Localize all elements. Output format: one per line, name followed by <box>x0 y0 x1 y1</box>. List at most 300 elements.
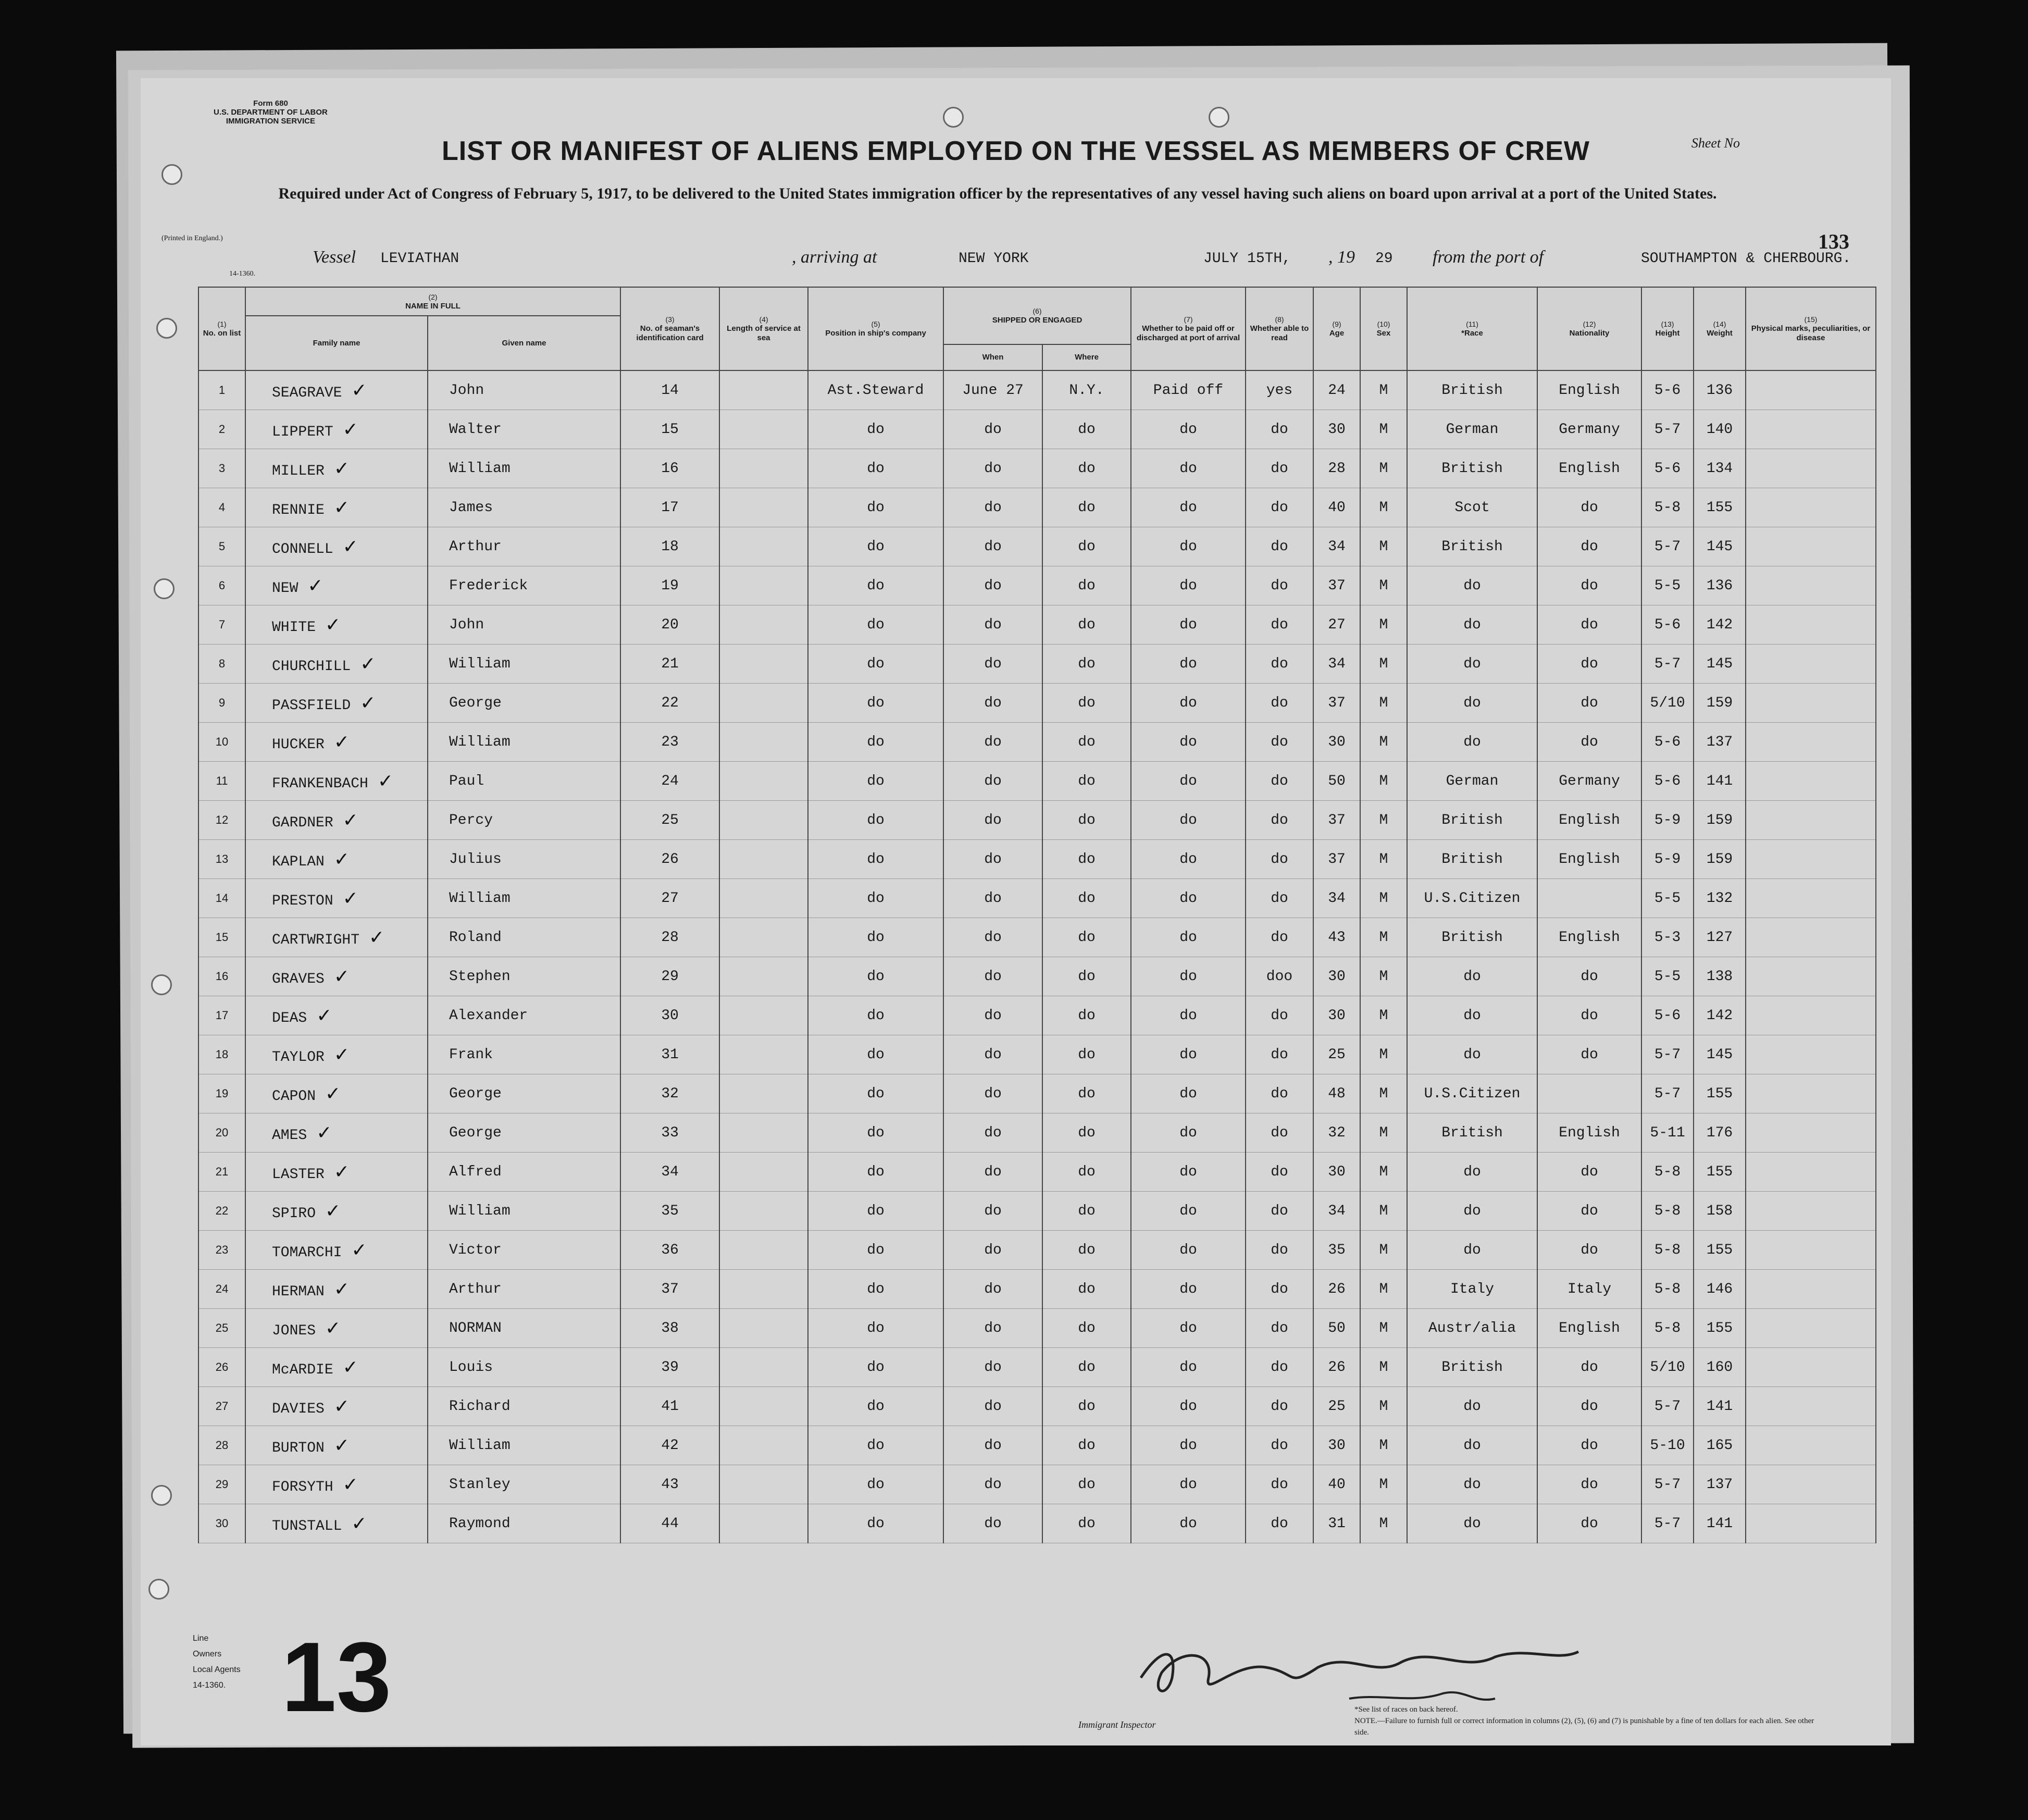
physical-marks-cell <box>1746 1465 1876 1504</box>
shipped-when-cell: do <box>943 1348 1042 1387</box>
race-cell: German <box>1407 410 1537 449</box>
race-cell: do <box>1407 1426 1537 1465</box>
paid-off-cell: do <box>1131 801 1246 840</box>
position-cell: do <box>808 840 943 879</box>
service-length-cell <box>719 488 808 527</box>
from-label: from the port of <box>1433 247 1544 267</box>
form-number: Form 680 <box>253 99 288 108</box>
given-name-cell: William <box>428 1192 620 1231</box>
position-cell: Ast.Steward <box>808 370 943 410</box>
check-mark-icon: ✓ <box>333 1395 350 1417</box>
age-cell: 43 <box>1313 918 1360 957</box>
sex-cell: M <box>1360 645 1407 684</box>
col-header-where: Where <box>1042 344 1131 370</box>
position-cell: do <box>808 1504 943 1543</box>
physical-marks-cell <box>1746 801 1876 840</box>
age-cell: 34 <box>1313 645 1360 684</box>
able-to-read-cell: do <box>1246 449 1313 488</box>
height-cell: 5-6 <box>1641 370 1694 410</box>
shipped-when-cell: do <box>943 801 1042 840</box>
paid-off-cell: do <box>1131 566 1246 605</box>
shipped-when-cell: do <box>943 762 1042 801</box>
given-name-cell: Stephen <box>428 957 620 996</box>
card-number-cell: 33 <box>620 1113 719 1153</box>
card-number-cell: 18 <box>620 527 719 566</box>
physical-marks-cell <box>1746 957 1876 996</box>
card-number-cell: 43 <box>620 1465 719 1504</box>
position-cell: do <box>808 645 943 684</box>
height-cell: 5-10 <box>1641 1426 1694 1465</box>
family-name-cell: CAPON ✓ <box>245 1074 428 1113</box>
col-header-when: When <box>943 344 1042 370</box>
sex-cell: M <box>1360 488 1407 527</box>
position-cell: do <box>808 1231 943 1270</box>
punch-hole-icon <box>154 578 175 599</box>
shipped-when-cell: do <box>943 410 1042 449</box>
given-name-cell: Richard <box>428 1387 620 1426</box>
physical-marks-cell <box>1746 605 1876 645</box>
service-length-cell <box>719 566 808 605</box>
age-cell: 26 <box>1313 1348 1360 1387</box>
service: IMMIGRATION SERVICE <box>226 117 315 126</box>
table-row <box>198 1035 1876 1074</box>
height-cell: 5/10 <box>1641 684 1694 723</box>
race-cell: do <box>1407 1387 1537 1426</box>
owners-label: Owners <box>193 1650 222 1658</box>
card-number-cell: 14 <box>620 370 719 410</box>
shipped-where-cell: do <box>1042 1035 1131 1074</box>
weight-cell: 146 <box>1694 1270 1746 1309</box>
row-number-cell: 23 <box>198 1231 245 1270</box>
age-cell: 37 <box>1313 566 1360 605</box>
card-number-cell: 17 <box>620 488 719 527</box>
family-name-cell: PASSFIELD ✓ <box>245 684 428 723</box>
height-cell: 5-7 <box>1641 1504 1694 1543</box>
card-number-cell: 24 <box>620 762 719 801</box>
sex-cell: M <box>1360 723 1407 762</box>
height-cell: 5-7 <box>1641 527 1694 566</box>
row-number-cell: 24 <box>198 1270 245 1309</box>
height-cell: 5-8 <box>1641 1270 1694 1309</box>
position-cell: do <box>808 1153 943 1192</box>
card-number-cell: 38 <box>620 1309 719 1348</box>
check-mark-icon: ✓ <box>342 536 358 558</box>
sheet-number-label: Sheet No <box>1691 135 1740 151</box>
service-length-cell <box>719 1465 808 1504</box>
card-number-cell: 36 <box>620 1231 719 1270</box>
service-length-cell <box>719 1153 808 1192</box>
col-header-name: (2) NAME IN FULL <box>245 287 620 316</box>
height-cell: 5-8 <box>1641 1231 1694 1270</box>
row-number-cell: 8 <box>198 645 245 684</box>
shipped-when-cell: do <box>943 1465 1042 1504</box>
given-name-cell: Victor <box>428 1231 620 1270</box>
card-number-cell: 29 <box>620 957 719 996</box>
physical-marks-cell <box>1746 1231 1876 1270</box>
nationality-cell: do <box>1537 1035 1641 1074</box>
given-name-cell: Percy <box>428 801 620 840</box>
paid-off-cell: do <box>1131 1387 1246 1426</box>
row-number-cell: 28 <box>198 1426 245 1465</box>
family-name-cell: CARTWRIGHT ✓ <box>245 918 428 957</box>
weight-cell: 141 <box>1694 1504 1746 1543</box>
row-number-cell: 30 <box>198 1504 245 1543</box>
weight-cell: 176 <box>1694 1113 1746 1153</box>
paid-off-cell: do <box>1131 762 1246 801</box>
physical-marks-cell <box>1746 1348 1876 1387</box>
paid-off-cell: do <box>1131 1153 1246 1192</box>
family-name-cell: PRESTON ✓ <box>245 879 428 918</box>
check-mark-icon: ✓ <box>351 379 367 401</box>
col-header-weight: (14) Weight <box>1694 287 1746 370</box>
card-number-cell: 42 <box>620 1426 719 1465</box>
table-row <box>198 1153 1876 1192</box>
able-to-read-cell: do <box>1246 527 1313 566</box>
nationality-cell: Germany <box>1537 410 1641 449</box>
race-cell: British <box>1407 840 1537 879</box>
races-note: *See list of races on back hereof. <box>1354 1705 1458 1714</box>
check-mark-icon: ✓ <box>351 1239 367 1261</box>
card-number-cell: 32 <box>620 1074 719 1113</box>
nationality-cell <box>1537 879 1641 918</box>
given-name-cell: NORMAN <box>428 1309 620 1348</box>
physical-marks-cell <box>1746 645 1876 684</box>
given-name-cell: Frank <box>428 1035 620 1074</box>
given-name-cell: James <box>428 488 620 527</box>
row-number-cell: 15 <box>198 918 245 957</box>
punch-hole-icon <box>1209 107 1229 128</box>
shipped-when-cell: do <box>943 488 1042 527</box>
row-number-cell: 6 <box>198 566 245 605</box>
check-mark-icon: ✓ <box>333 457 350 479</box>
nationality-cell: do <box>1537 1231 1641 1270</box>
physical-marks-cell <box>1746 566 1876 605</box>
card-number-cell: 16 <box>620 449 719 488</box>
age-cell: 30 <box>1313 1426 1360 1465</box>
weight-cell: 136 <box>1694 370 1746 410</box>
age-cell: 34 <box>1313 1192 1360 1231</box>
able-to-read-cell: do <box>1246 996 1313 1035</box>
vessel-label: Vessel <box>313 247 356 267</box>
height-cell: 5-3 <box>1641 918 1694 957</box>
arrival-year: 29 <box>1375 251 1393 267</box>
table-row <box>198 1192 1876 1231</box>
family-name-cell: TOMARCHI ✓ <box>245 1231 428 1270</box>
row-number-cell: 1 <box>198 370 245 410</box>
weight-cell: 145 <box>1694 1035 1746 1074</box>
weight-cell: 140 <box>1694 410 1746 449</box>
col-header-position: (5) Position in ship's company <box>808 287 943 370</box>
table-row <box>198 566 1876 605</box>
race-cell: do <box>1407 1465 1537 1504</box>
service-length-cell <box>719 840 808 879</box>
check-mark-icon: ✓ <box>333 848 350 870</box>
service-length-cell <box>719 1309 808 1348</box>
weight-cell: 132 <box>1694 879 1746 918</box>
card-number-cell: 35 <box>620 1192 719 1231</box>
service-length-cell <box>719 605 808 645</box>
able-to-read-cell: do <box>1246 1231 1313 1270</box>
col-header-card: (3) No. of seaman's identification card <box>620 287 719 370</box>
able-to-read-cell: do <box>1246 488 1313 527</box>
physical-marks-cell <box>1746 1387 1876 1426</box>
check-mark-icon: ✓ <box>360 692 376 714</box>
age-cell: 37 <box>1313 801 1360 840</box>
footer-labels <box>193 1631 241 1693</box>
service-length-cell <box>719 1426 808 1465</box>
card-number-cell: 30 <box>620 996 719 1035</box>
age-cell: 35 <box>1313 1231 1360 1270</box>
service-length-cell <box>719 996 808 1035</box>
family-name-cell: BURTON ✓ <box>245 1426 428 1465</box>
shipped-when-cell: June 27 <box>943 370 1042 410</box>
check-mark-icon: ✓ <box>333 497 350 518</box>
position-cell: do <box>808 605 943 645</box>
nationality-cell: do <box>1537 488 1641 527</box>
able-to-read-cell: do <box>1246 605 1313 645</box>
service-length-cell <box>719 684 808 723</box>
position-cell: do <box>808 1465 943 1504</box>
card-number-cell: 15 <box>620 410 719 449</box>
arrival-date: JULY 15TH, <box>1203 251 1291 267</box>
given-name-cell: Alexander <box>428 996 620 1035</box>
table-row <box>198 801 1876 840</box>
family-name-cell: HUCKER ✓ <box>245 723 428 762</box>
family-name-cell: KAPLAN ✓ <box>245 840 428 879</box>
height-cell: 5-5 <box>1641 957 1694 996</box>
race-cell: British <box>1407 527 1537 566</box>
table-row <box>198 488 1876 527</box>
sex-cell: M <box>1360 370 1407 410</box>
position-cell: do <box>808 1074 943 1113</box>
shipped-when-cell: do <box>943 1426 1042 1465</box>
paid-off-cell: do <box>1131 918 1246 957</box>
sex-cell: M <box>1360 840 1407 879</box>
row-number-cell: 2 <box>198 410 245 449</box>
row-number-cell: 16 <box>198 957 245 996</box>
age-cell: 24 <box>1313 370 1360 410</box>
family-name-cell: NEW ✓ <box>245 566 428 605</box>
inspector-label: Immigrant Inspector <box>1078 1719 1156 1730</box>
shipped-where-cell: do <box>1042 1074 1131 1113</box>
position-cell: do <box>808 1387 943 1426</box>
col-header-nationality: (12) Nationality <box>1537 287 1641 370</box>
position-cell: do <box>808 918 943 957</box>
position-cell: do <box>808 1348 943 1387</box>
shipped-when-cell: do <box>943 684 1042 723</box>
shipped-when-cell: do <box>943 1074 1042 1113</box>
family-name-cell: McARDIE ✓ <box>245 1348 428 1387</box>
nationality-cell: English <box>1537 370 1641 410</box>
height-cell: 5-7 <box>1641 1387 1694 1426</box>
shipped-where-cell: N.Y. <box>1042 370 1131 410</box>
able-to-read-cell: do <box>1246 1035 1313 1074</box>
service-length-cell <box>719 762 808 801</box>
race-cell: do <box>1407 957 1537 996</box>
family-name-cell: FORSYTH ✓ <box>245 1465 428 1504</box>
age-cell: 25 <box>1313 1035 1360 1074</box>
paid-off-cell: do <box>1131 410 1246 449</box>
weight-cell: 141 <box>1694 1387 1746 1426</box>
check-mark-icon: ✓ <box>342 1356 358 1378</box>
family-name-cell: DAVIES ✓ <box>245 1387 428 1426</box>
able-to-read-cell: yes <box>1246 370 1313 410</box>
shipped-where-cell: do <box>1042 1153 1131 1192</box>
position-cell: do <box>808 410 943 449</box>
physical-marks-cell <box>1746 527 1876 566</box>
able-to-read-cell: do <box>1246 723 1313 762</box>
table-row <box>198 1074 1876 1113</box>
row-number-cell: 20 <box>198 1113 245 1153</box>
family-name-cell: HERMAN ✓ <box>245 1270 428 1309</box>
nationality-cell: English <box>1537 801 1641 840</box>
shipped-when-cell: do <box>943 1309 1042 1348</box>
sex-cell: M <box>1360 1153 1407 1192</box>
given-name-cell: George <box>428 1074 620 1113</box>
weight-cell: 142 <box>1694 996 1746 1035</box>
check-mark-icon: ✓ <box>342 887 358 909</box>
age-cell: 28 <box>1313 449 1360 488</box>
physical-marks-cell <box>1746 449 1876 488</box>
card-number-cell: 27 <box>620 879 719 918</box>
family-name-cell: FRANKENBACH ✓ <box>245 762 428 801</box>
paid-off-cell: do <box>1131 1192 1246 1231</box>
card-number-cell: 31 <box>620 1035 719 1074</box>
able-to-read-cell: do <box>1246 1387 1313 1426</box>
given-name-cell: Raymond <box>428 1504 620 1543</box>
service-length-cell <box>719 645 808 684</box>
race-cell: British <box>1407 1348 1537 1387</box>
race-cell: U.S.Citizen <box>1407 1074 1537 1113</box>
col-header-height: (13) Height <box>1641 287 1694 370</box>
physical-marks-cell <box>1746 879 1876 918</box>
shipped-when-cell: do <box>943 1387 1042 1426</box>
position-cell: do <box>808 801 943 840</box>
nationality-cell: do <box>1537 996 1641 1035</box>
given-name-cell: William <box>428 1426 620 1465</box>
position-cell: do <box>808 1113 943 1153</box>
able-to-read-cell: do <box>1246 684 1313 723</box>
physical-marks-cell <box>1746 684 1876 723</box>
col-header-age: (9) Age <box>1313 287 1360 370</box>
shipped-when-cell: do <box>943 957 1042 996</box>
arrival-port: NEW YORK <box>959 251 1029 267</box>
nationality-cell: do <box>1537 684 1641 723</box>
physical-marks-cell <box>1746 1504 1876 1543</box>
paid-off-cell: do <box>1131 488 1246 527</box>
check-mark-icon: ✓ <box>333 1044 350 1066</box>
nationality-cell: do <box>1537 1465 1641 1504</box>
able-to-read-cell: do <box>1246 801 1313 840</box>
col-header-length: (4) Length of service at sea <box>719 287 808 370</box>
shipped-where-cell: do <box>1042 566 1131 605</box>
table-row <box>198 527 1876 566</box>
race-cell: Italy <box>1407 1270 1537 1309</box>
crew-manifest-table <box>198 287 1876 1543</box>
card-number-cell: 21 <box>620 645 719 684</box>
paid-off-cell: do <box>1131 1465 1246 1504</box>
nationality-cell <box>1537 1074 1641 1113</box>
height-cell: 5-7 <box>1641 1465 1694 1504</box>
physical-marks-cell <box>1746 762 1876 801</box>
shipped-where-cell: do <box>1042 1231 1131 1270</box>
able-to-read-cell: do <box>1246 1153 1313 1192</box>
given-name-cell: Arthur <box>428 527 620 566</box>
sex-cell: M <box>1360 1231 1407 1270</box>
given-name-cell: William <box>428 449 620 488</box>
given-name-cell: William <box>428 723 620 762</box>
position-cell: do <box>808 1192 943 1231</box>
weight-cell: 137 <box>1694 1465 1746 1504</box>
given-name-cell: William <box>428 879 620 918</box>
height-cell: 5-8 <box>1641 488 1694 527</box>
sex-cell: M <box>1360 762 1407 801</box>
physical-marks-cell <box>1746 996 1876 1035</box>
nationality-cell: English <box>1537 1113 1641 1153</box>
service-length-cell <box>719 1504 808 1543</box>
sex-cell: M <box>1360 1387 1407 1426</box>
table-row <box>198 410 1876 449</box>
age-cell: 34 <box>1313 879 1360 918</box>
table-row <box>198 449 1876 488</box>
family-name-cell: JONES ✓ <box>245 1309 428 1348</box>
service-length-cell <box>719 1348 808 1387</box>
sex-cell: M <box>1360 957 1407 996</box>
shipped-when-cell: do <box>943 449 1042 488</box>
sex-cell: M <box>1360 1348 1407 1387</box>
card-number-cell: 26 <box>620 840 719 879</box>
shipped-where-cell: do <box>1042 1113 1131 1153</box>
shipped-where-cell: do <box>1042 1426 1131 1465</box>
able-to-read-cell: do <box>1246 1113 1313 1153</box>
height-cell: 5-7 <box>1641 645 1694 684</box>
row-number-cell: 27 <box>198 1387 245 1426</box>
sex-cell: M <box>1360 1270 1407 1309</box>
able-to-read-cell: do <box>1246 410 1313 449</box>
row-number-cell: 9 <box>198 684 245 723</box>
race-cell: U.S.Citizen <box>1407 879 1537 918</box>
physical-marks-cell <box>1746 723 1876 762</box>
nationality-cell: English <box>1537 449 1641 488</box>
age-cell: 50 <box>1313 1309 1360 1348</box>
able-to-read-cell: do <box>1246 879 1313 918</box>
physical-marks-cell <box>1746 410 1876 449</box>
shipped-when-cell: do <box>943 1270 1042 1309</box>
sex-cell: M <box>1360 527 1407 566</box>
weight-cell: 145 <box>1694 645 1746 684</box>
paid-off-cell: do <box>1131 840 1246 879</box>
shipped-when-cell: do <box>943 1192 1042 1231</box>
table-row <box>198 1348 1876 1387</box>
race-cell: British <box>1407 801 1537 840</box>
check-mark-icon: ✓ <box>325 1083 341 1105</box>
row-number-cell: 14 <box>198 879 245 918</box>
shipped-where-cell: do <box>1042 801 1131 840</box>
age-cell: 26 <box>1313 1270 1360 1309</box>
check-mark-icon: ✓ <box>342 1474 358 1495</box>
family-name-cell: SPIRO ✓ <box>245 1192 428 1231</box>
sex-cell: M <box>1360 1192 1407 1231</box>
service-length-cell <box>719 957 808 996</box>
age-cell: 30 <box>1313 957 1360 996</box>
punch-hole-icon <box>148 1579 169 1600</box>
col-header-paid: (7) Whether to be paid off or discharged at port of arrival <box>1131 287 1246 370</box>
given-name-cell: Julius <box>428 840 620 879</box>
check-mark-icon: ✓ <box>307 575 324 597</box>
table-row <box>198 684 1876 723</box>
check-mark-icon: ✓ <box>333 1434 350 1456</box>
nationality-cell: English <box>1537 918 1641 957</box>
